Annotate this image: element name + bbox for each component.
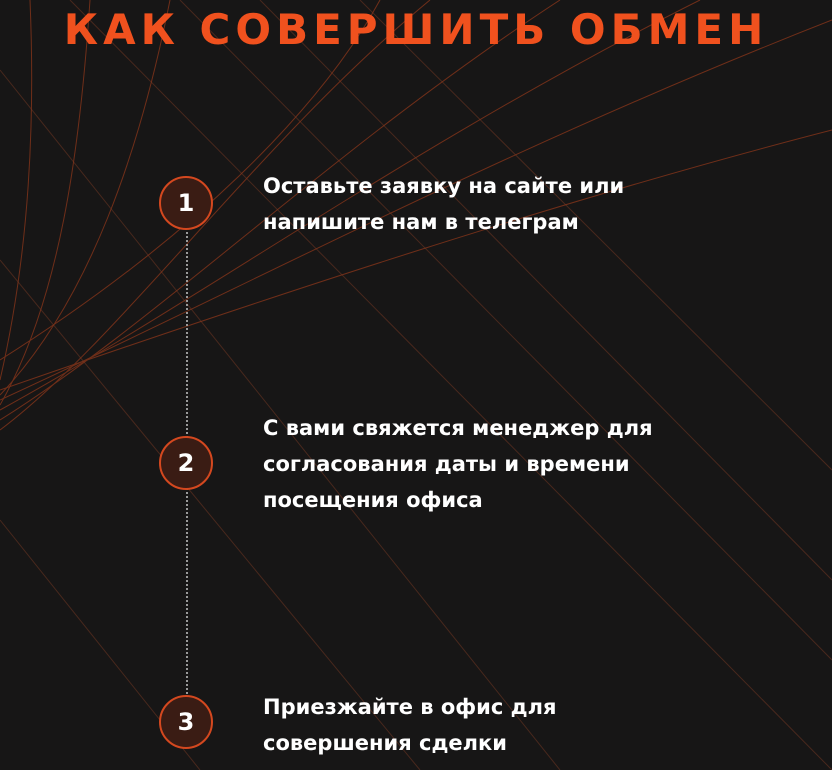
step-3-text: Приезжайте в офис для совершения сделки <box>263 695 557 755</box>
step-1-number-badge: 1 <box>159 176 213 230</box>
step-1-text: Оставьте заявку на сайте или напишите нам в телеграм <box>263 174 625 234</box>
step-3-number-badge: 3 <box>159 695 213 749</box>
page-title: КАК СОВЕРШИТЬ ОБМЕН <box>63 5 769 54</box>
step-2-text: С вами свяжется менеджер для согласования даты и времени посещения офиса <box>263 416 653 512</box>
step-2-number-badge: 2 <box>159 436 213 490</box>
